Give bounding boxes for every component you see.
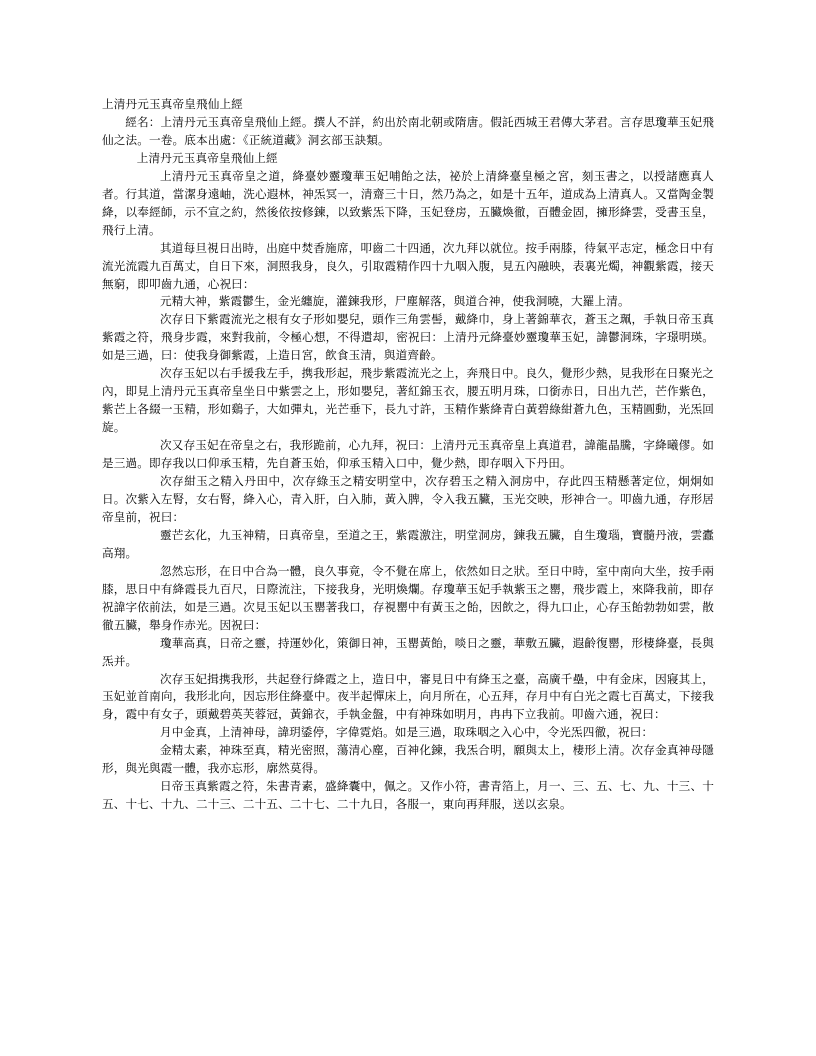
body-paragraph-7: 忽然忘形，在日中合為一體，良久事竟，令不覺在席上，依然如日之狀。至日中時，室中南向大坐，按手兩膝，思日中有絳霞長九百尺，日際流注，下接我身，光明煥爛。存瓊華玉妃手執紫玉之罌，飛步霞上，來降我前，即存祝諱字依前法，如是三過。次見玉妃以玉罌著我口，存視罌中有黃玉之飴，因飲之，得九口止，心存玉飴勃勃如雲，散徹五臟，舉身作赤光。因祝曰： bbox=[102, 563, 714, 632]
body-paragraph-1: 上清丹元玉真帝皇之道，絳臺妙靈瓊華玉妃哺飴之法，祕於上清絳臺皇極之宮，刻玉書之，以授諸應真人者。行其道，當潔身遠岫，洗心遐林，神炁冥一，清齋三十日，然乃為之，如是十五年，道成為上清真人。又當陶金製絳，以奉經師，示不宣之約，然後依按修鍊，以致紫炁下降，玉妃登房，五臟煥徹，百體金固，擁形絳雲，受書玉皇，飛行上清。 bbox=[102, 168, 714, 237]
invocation-1: 元精大神，紫霞鬱生，金光纏旋，灌鍊我形，尸塵解落，與道合神，使我洞曉，大羅上清。 bbox=[160, 294, 630, 309]
invocation-2: 靈芒玄化，九玉神精，日真帝皇，至道之王，紫霞激注，明堂洞房，鍊我五臟，自生瓊瑙，寶髓丹液，雲蠹高翔。 bbox=[102, 527, 714, 560]
invocation-5: 金精太素，神珠至真，精光密照，蕩清心塵，百神化鍊，我炁合明，願與太上，棲形上清。次存金真神母隱形，與光與霞一體，我亦忘形，廓然莫得。 bbox=[102, 743, 714, 776]
section-heading: 上清丹元玉真帝皇飛仙上經 bbox=[136, 150, 278, 165]
invocation-3: 瓊華高真，日帝之靈，持運妙化，策御日神，玉罌黃飴，啖日之靈，華敷五臟，遐齡復罌，形棲絳臺，長與炁并。 bbox=[102, 635, 714, 668]
body-paragraph-3: 次存日下紫霞流光之根有女子形如嬰兒，頭作三角雲髻，戴絳巾，身上著錦華衣，蒼玉之珮，手執日帝玉真紫霞之符，飛身步霞，來對我前，令極心想，不得遣却，密祝曰：上清丹元絳臺妙靈瓊華玉妃，諱鬱洞珠，字璟明瑛。如是三過，曰：使我身御紫霞，上造日宮，飲食玉清，與道齊齡。 bbox=[102, 312, 714, 363]
bibliographic-note: 經名：上清丹元玉真帝皇飛仙上經。撰人不詳，約出於南北朝或隋唐。假託西城王君傳大茅君。言存思瓊華玉妃飛仙之法。一卷。底本出處：《正統道藏》洞玄部玉訣類。 bbox=[102, 114, 714, 147]
body-paragraph-5: 次又存玉妃在帝皇之右，我形跪前，心九拜，祝曰：上清丹元玉真帝皇上真道君，諱龍晶騰，字絳曦僇。如是三過。即存我以口仰承玉精，先自蒼玉始，仰承玉精入口中，覺少熱，即存咽入下丹田。 bbox=[102, 438, 714, 471]
body-paragraph-6: 次存紺玉之精入丹田中，次存綠玉之精安明堂中，次存碧玉之精入洞房中，存此四玉精懸著定位，炯炯如日。次紫入左腎，女右腎，絳入心，青入肝，白入肺，黃入脾，令入我五臟，玉光交映，形神合一。叩齒九通，存形居帝皇前，祝曰： bbox=[102, 474, 714, 524]
body-paragraph-9: 日帝玉真紫霞之符，朱書青素，盛絳囊中，佩之。又作小符，書青箔上，月一、三、五、七、九、十三、十五、十七、十九、二十三、二十五、二十七、二十九日，各服一，東向再拜服，送以玄泉。 bbox=[102, 779, 714, 812]
body-paragraph-4: 次存玉妃以右手援我左手，携我形起，飛步紫霞流光之上，奔飛日中。良久，覺形少熱，見我形在日聚光之內，即見上清丹元玉真帝皇坐日中紫雲之上，形如嬰兒，著紅錦玉衣，腰五明月珠，口銜赤日，日出九芒，芒作紫色，紫芒上各綴一玉精，形如鷄子，大如彈丸，光芒垂下，長九寸許，玉精作紫絳青白黃碧綠紺蒼九色，玉精圓動，光炁回旋。 bbox=[102, 366, 714, 435]
document-title: 上清丹元玉真帝皇飛仙上經 bbox=[102, 97, 243, 111]
body-paragraph-8: 次存玉妃揖携我形，共起登行絳霞之上，造日中，審見日中有絳玉之臺，高廣千壘，中有金床，因寢其上，玉妃並首南向，我形北向，因忘形住絳臺中。夜半起憚床上，向月所在，心五拜，存月中有白光之霞七百萬丈，下接我身，霞中有女子，頭戴碧英芙蓉冠，黃錦衣，手執金盤，中有神珠如明月，冉冉下立我前。叩齒六通，祝曰： bbox=[102, 671, 714, 722]
body-paragraph-2: 其道每旦視日出時，出庭中焚香施席，叩齒二十四通，次九拜以就位。按手兩膝，待氣平志定，極念日中有流光流霞九百萬丈，自日下來，洞照我身，良久，引取霞精作四十九咽入腹，見五內融映，表裏光燭，神觀紫霞，接天無窮，即叩齒九通，心祝曰： bbox=[102, 240, 714, 291]
document-body bbox=[102, 96, 714, 814]
invocation-4: 月中金真，上清神母，諱玥鋈停，字偉霓焰。如是三過，取珠咽之入心中，令光炁四徹，祝曰： bbox=[160, 725, 654, 740]
